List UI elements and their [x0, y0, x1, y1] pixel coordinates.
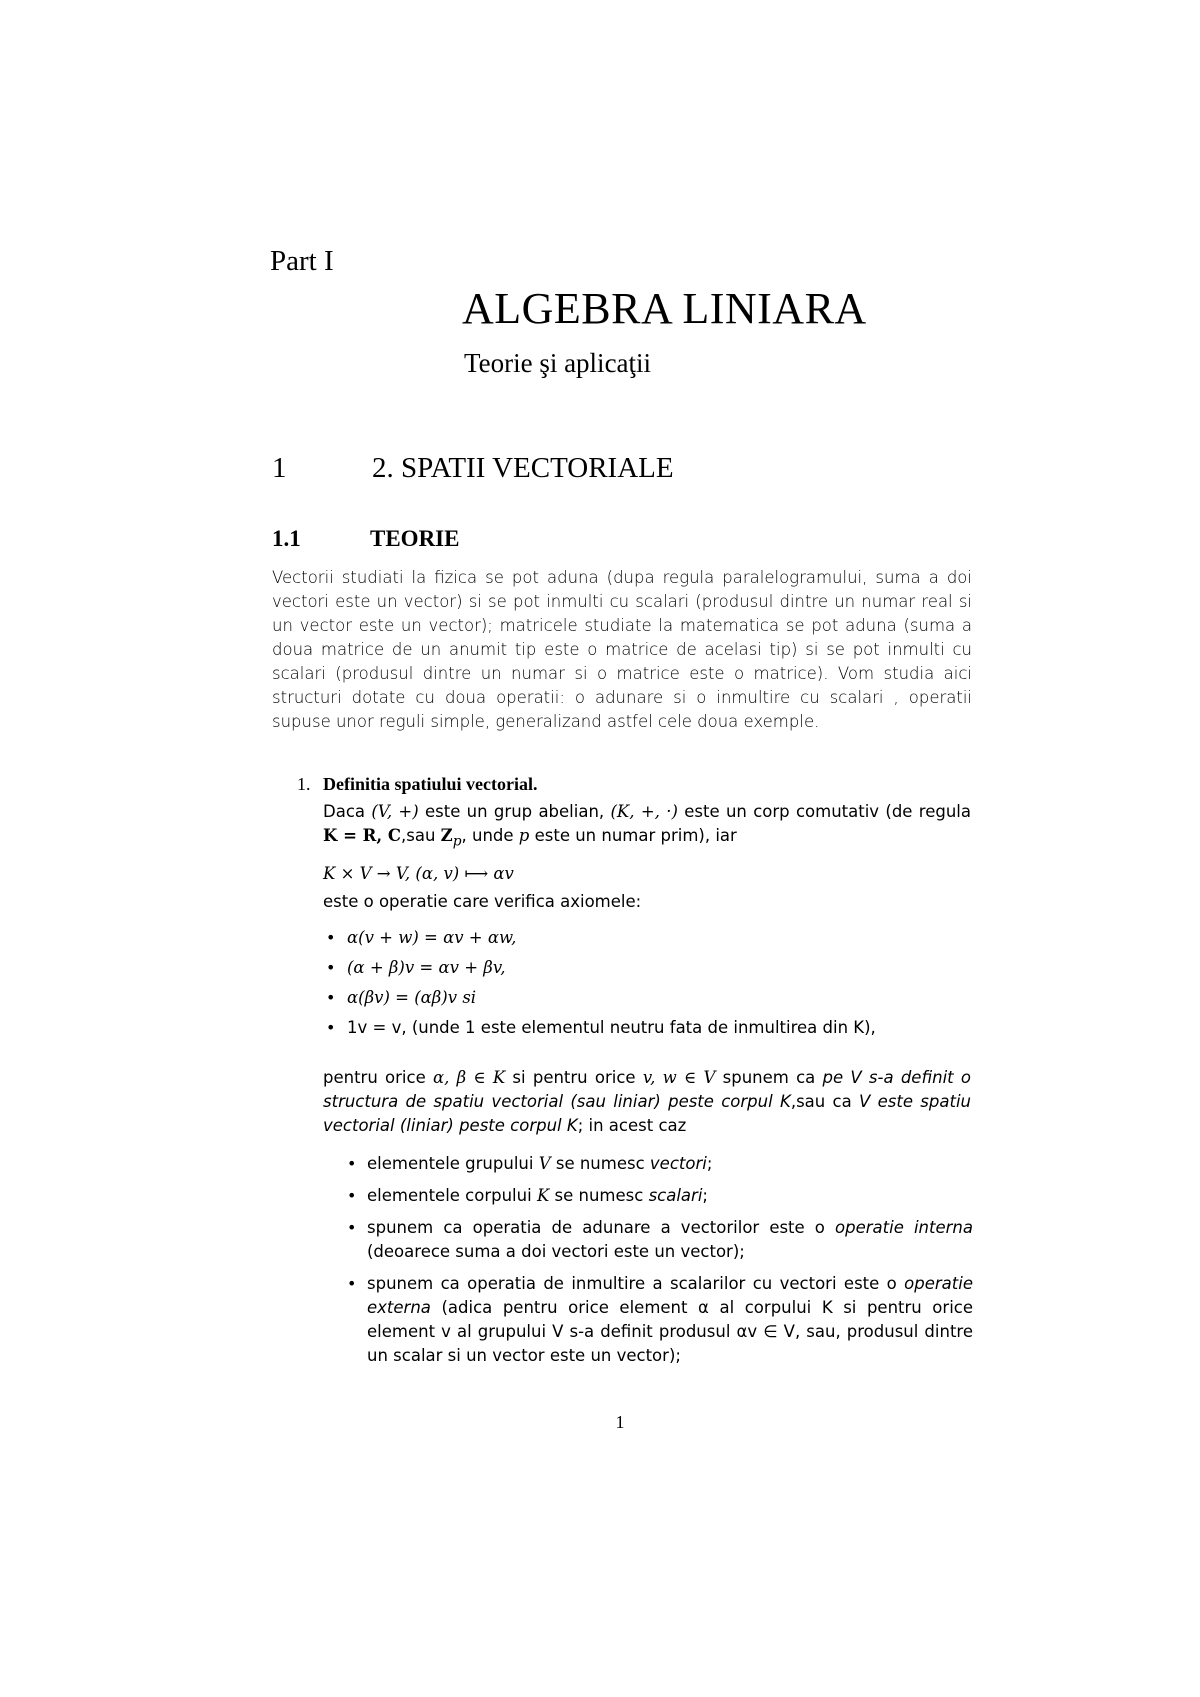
- text-fragment: este un numar prim), iar: [529, 826, 737, 845]
- text-fragment: ;: [702, 1186, 708, 1205]
- text-fragment: se numesc: [549, 1186, 649, 1205]
- math-fragment: Z: [440, 826, 453, 845]
- text-fragment: spunem ca operatia de adunare a vectorilor este o: [367, 1218, 836, 1237]
- math-fragment: v, w ∈ V: [642, 1068, 716, 1087]
- math-fragment: (K, +, ·): [610, 802, 678, 821]
- consequence-item: [347, 1216, 973, 1264]
- math-fragment: K = R, C: [323, 826, 401, 845]
- text-fragment: pentru orice: [323, 1068, 433, 1087]
- text-fragment: si pentru orice: [505, 1068, 643, 1087]
- document-subtitle: Teorie şi aplicaţii: [464, 348, 652, 378]
- text-fragment: Daca: [323, 802, 372, 821]
- axiom-item: [323, 986, 876, 1010]
- text-fragment: ;: [706, 1154, 713, 1173]
- consequences-list: [347, 1152, 973, 1376]
- emphasis-fragment: scalari: [648, 1186, 703, 1205]
- consequence-item: [347, 1272, 973, 1368]
- definition-paragraph-1: [323, 800, 971, 853]
- text-fragment: elementele grupului: [367, 1154, 539, 1173]
- text-fragment: este un corp comutativ (de regula: [677, 802, 971, 821]
- definition-paragraph-2: este o operatie care verifica axiomele:: [323, 892, 642, 911]
- axiom-text: α(v + w) = αv + αw,: [347, 928, 517, 947]
- text-fragment: spunem ca operatia de inmultire a scalarilor cu vectori este o: [367, 1274, 905, 1293]
- emphasis-fragment: pe V s-a definit o structura de spatiu vectorial (sau liniar) peste corpul K: [323, 1068, 971, 1111]
- axiom-text: (α + β)v = αv + βv,: [347, 958, 506, 977]
- text-fragment: , unde: [461, 826, 519, 845]
- axioms-list: [323, 926, 876, 1046]
- axiom-text: 1v = v, (unde 1 este elementul neutru fata de inmultirea din K),: [347, 1018, 876, 1037]
- definition-title: Definitia spatiului vectorial.: [323, 774, 538, 794]
- math-subscript: p: [452, 833, 462, 850]
- definition-number: 1.: [297, 774, 311, 794]
- text-fragment: spunem ca: [715, 1068, 823, 1087]
- text-fragment: este un grup abelian,: [418, 802, 611, 821]
- document-title: ALGEBRA LINIARA: [462, 284, 867, 333]
- axiom-text: α(βv) = (αβ)v si: [347, 988, 477, 1007]
- math-fragment: p: [518, 826, 530, 845]
- definition-paragraph-3: [323, 1066, 971, 1138]
- map-formula: K × V → V, (α, v) ⟼ αv: [323, 864, 514, 883]
- axiom-item: [323, 1016, 876, 1040]
- text-fragment: se numesc: [550, 1154, 650, 1173]
- subsection-title: TEORIE: [370, 526, 460, 551]
- consequence-item: [347, 1184, 973, 1208]
- consequence-item: [347, 1152, 973, 1176]
- intro-paragraph: Vectorii studiati la fizica se pot aduna (dupa regula paralelogramului, suma a doi vectori este un vector) si se pot inmulti cu scalari (produsul dintre un numar real si un vector este un vector); matricele studiate la matematica se pot aduna (suma a doua matrice de un anumit tip este o matrice de acelasi tip) si se pot inmulti cu scalari (produsul dintre un numar si o matrice este o matrice). Vom studia aici structuri dotate cu doua operatii: o adunare si o inmultire cu scalari , operatii supuse unor reguli simple, generalizand astfel cele doua exemple.: [272, 568, 972, 731]
- emphasis-fragment: V este spatiu vectorial (liniar) peste corpul K: [323, 1092, 971, 1135]
- text-fragment: (adica pentru orice element α al corpului K si pentru orice element v al grupului V s-a definit produsul αv ∈ V, sau, produsul dintre un scalar si un vector este un vector);: [367, 1298, 973, 1365]
- text-fragment: ,sau ca: [790, 1092, 860, 1111]
- axiom-item: [323, 956, 876, 980]
- math-fragment: α, β ∈ K: [432, 1068, 506, 1087]
- text-fragment: elementele corpului: [367, 1186, 537, 1205]
- math-fragment: K: [536, 1186, 550, 1205]
- text-fragment: ; in acest caz: [577, 1116, 687, 1135]
- subsection-number: 1.1: [272, 526, 301, 551]
- page-number: 1: [615, 1412, 625, 1432]
- section-title: 2. SPATII VECTORIALE: [372, 452, 674, 484]
- math-fragment: V: [538, 1154, 551, 1173]
- math-fragment: (V, +): [371, 802, 419, 821]
- emphasis-fragment: operatie externa: [367, 1274, 973, 1317]
- text-fragment: ,sau: [401, 826, 441, 845]
- axiom-item: [323, 926, 876, 950]
- text-fragment: (deoarece suma a doi vectori este un vector);: [367, 1242, 745, 1261]
- section-number: 1: [272, 452, 287, 484]
- part-label: Part I: [270, 245, 334, 277]
- emphasis-fragment: operatie interna: [835, 1218, 973, 1237]
- emphasis-fragment: vectori: [649, 1154, 707, 1173]
